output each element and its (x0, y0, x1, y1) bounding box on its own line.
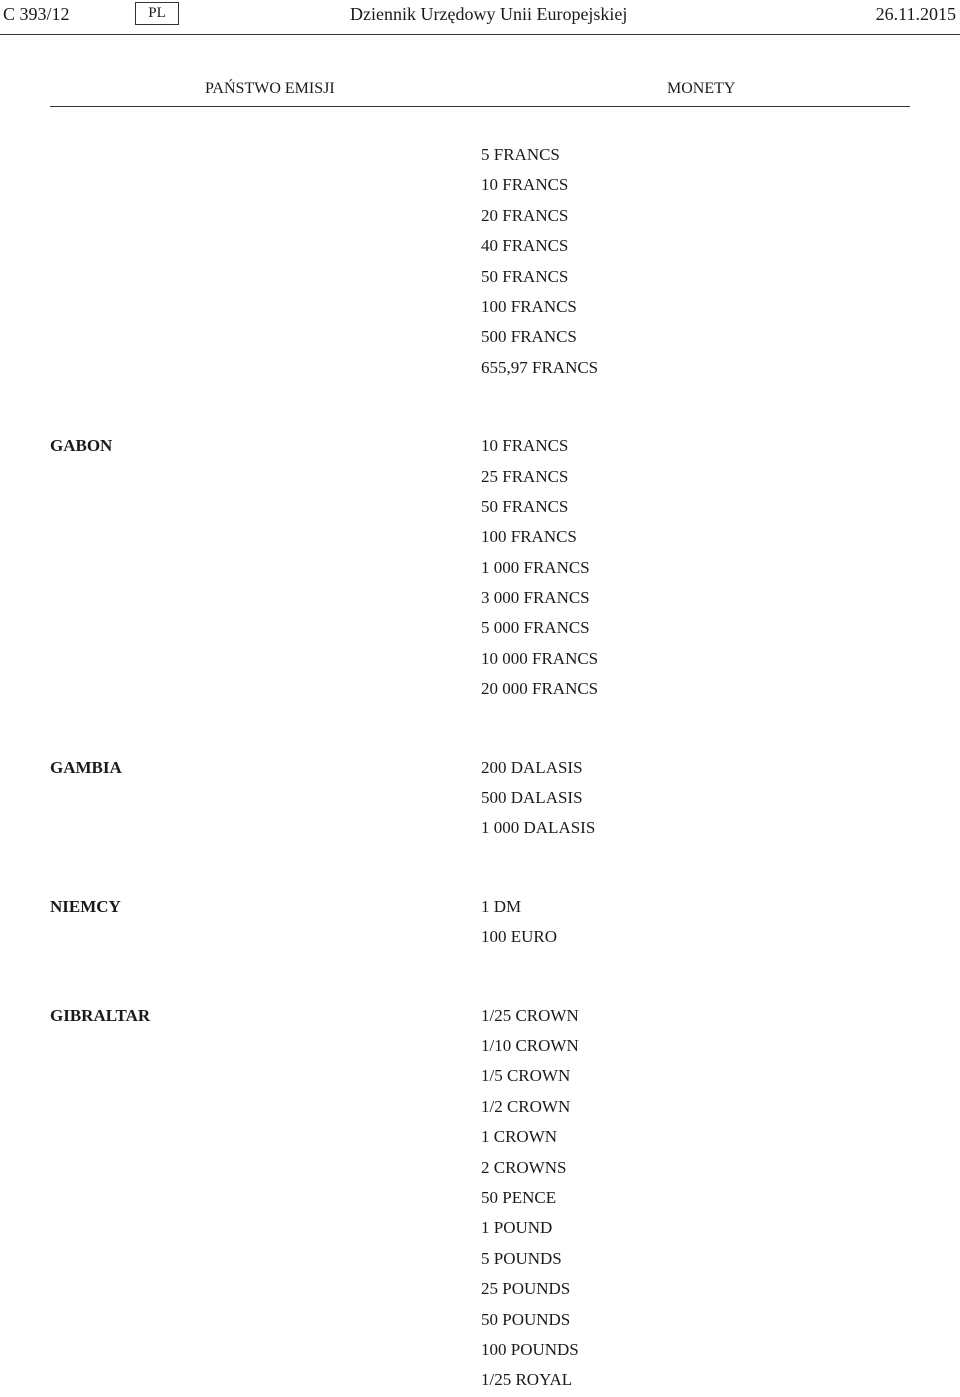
coin-item: 5 FRANCS (481, 145, 560, 164)
coin-item: 500 DALASIS (481, 788, 583, 808)
coin-item: 25 POUNDS (481, 1279, 571, 1299)
coin-item: 100 FRANCS (481, 527, 577, 547)
column-header-coins: MONETY (667, 80, 736, 97)
coin-item: 1 POUND (481, 1218, 553, 1238)
coin-list (481, 1001, 910, 1396)
coin-item: 20 FRANCS (481, 205, 569, 225)
publication-date: 26.11.2015 (875, 4, 956, 24)
coin-item: 25 FRANCS (481, 466, 569, 486)
coin-item: 1 000 FRANCS (481, 557, 590, 577)
language-badge: PL (135, 2, 179, 25)
coin-item: 1 000 DALASIS (481, 818, 596, 838)
country-group-gabon (50, 431, 910, 705)
coin-item: 40 FRANCS (481, 236, 569, 256)
coin-item: 10 FRANCS (481, 436, 569, 456)
coin-item: 50 FRANCS (481, 496, 569, 516)
column-header-country: PAŃSTWO EMISJI (205, 80, 335, 97)
coin-item: 5 POUNDS (481, 1248, 562, 1268)
coin-list (481, 892, 910, 953)
page-header (0, 0, 960, 35)
journal-title: Dziennik Urzędowy Unii Europejskiej (350, 4, 628, 24)
coin-item: 3 000 FRANCS (481, 588, 590, 608)
coin-item: 655,97 FRANCS (481, 357, 599, 377)
coin-item: 50 POUNDS (481, 1309, 571, 1329)
coin-item: 5 000 FRANCS (481, 618, 590, 638)
coin-item: 500 FRANCS (481, 327, 577, 347)
country-group-gambia (50, 753, 910, 844)
coin-item: 100 FRANCS (481, 296, 577, 316)
coin-list (481, 753, 910, 844)
coin-list (481, 140, 910, 383)
coin-item: 1/5 CROWN (481, 1066, 571, 1086)
country-group-gibraltar (50, 1001, 910, 1396)
coin-item: 2 CROWNS (481, 1157, 567, 1177)
coin-item: 100 POUNDS (481, 1339, 579, 1359)
coin-item: 1 DM (481, 896, 522, 916)
coin-item: 10 FRANCS (481, 175, 569, 195)
country-name: NIEMCY (50, 896, 121, 916)
coin-list (481, 431, 910, 705)
coin-item: 1/25 ROYAL (481, 1370, 573, 1390)
page-reference: C 393/12 (3, 4, 70, 24)
country-group-niemcy (50, 892, 910, 953)
coin-item: 1/10 CROWN (481, 1035, 579, 1055)
country-name: GIBRALTAR (50, 1005, 151, 1025)
coin-item: 100 EURO (481, 927, 558, 947)
coin-item: 1/25 CROWN (481, 1005, 579, 1025)
coin-item: 50 FRANCS (481, 266, 569, 286)
country-name: GABON (50, 436, 113, 456)
continued-group (50, 140, 910, 383)
coin-item: 1 CROWN (481, 1127, 558, 1147)
coin-item: 1/2 CROWN (481, 1096, 571, 1116)
coin-table (50, 140, 910, 1396)
coin-item: 200 DALASIS (481, 757, 583, 777)
country-name: GAMBIA (50, 757, 122, 777)
coin-item: 10 000 FRANCS (481, 648, 599, 668)
coin-item: 50 PENCE (481, 1187, 557, 1207)
coin-item: 20 000 FRANCS (481, 679, 599, 699)
column-headers (50, 80, 910, 107)
